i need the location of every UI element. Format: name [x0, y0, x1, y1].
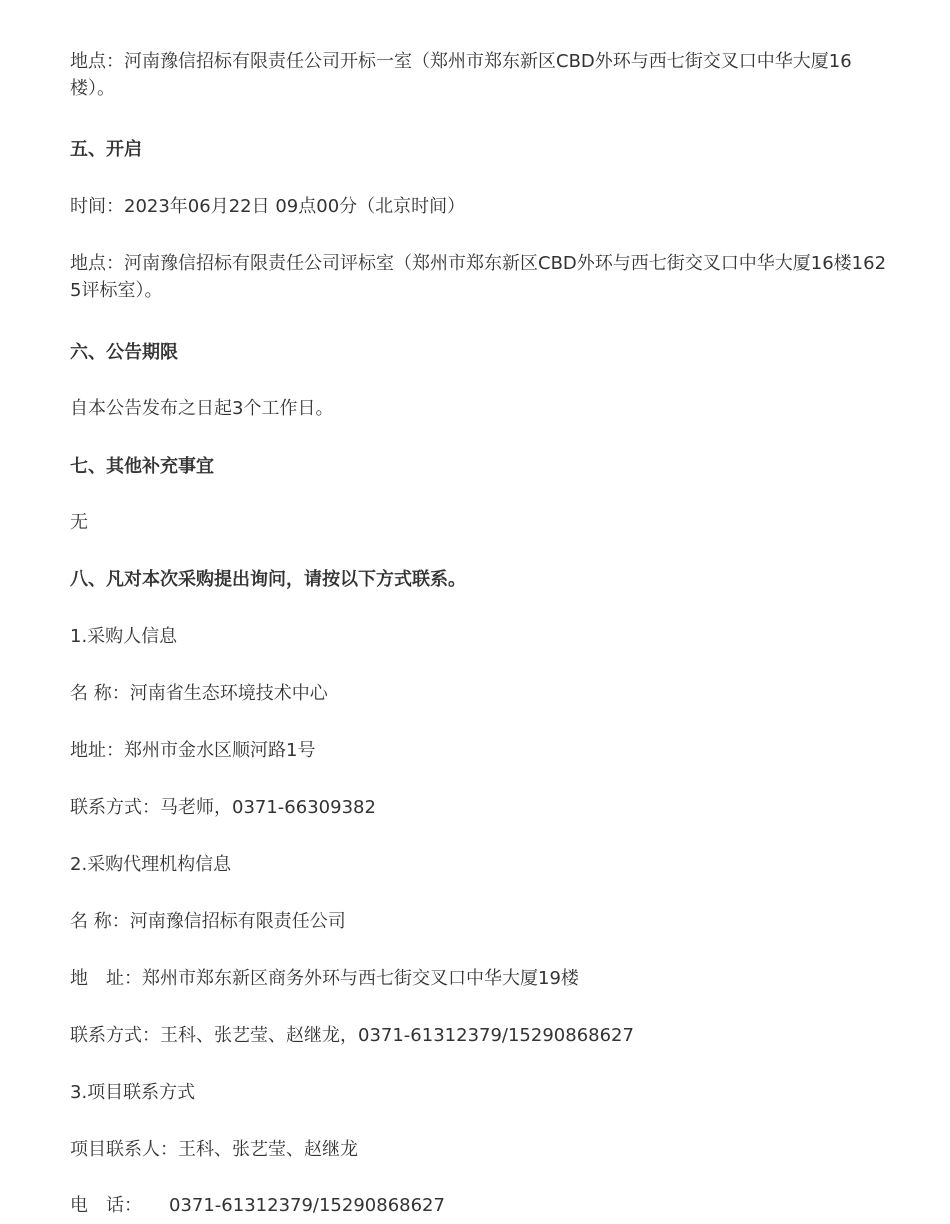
section5-heading: 五、开启 — [70, 139, 142, 160]
agency-title: 2.采购代理机构信息 — [70, 854, 232, 875]
section6-text: 自本公告发布之日起3个工作日。 — [70, 398, 334, 419]
project-contact-person: 项目联系人：王科、张艺莹、赵继龙 — [70, 1139, 358, 1160]
agency-address: 地 址：郑州市郑东新区商务外环与西七街交叉口中华大厦19楼 — [70, 968, 579, 989]
section4-location: 地点：河南豫信招标有限责任公司开标一室（郑州市郑东新区CBD外环与西七街交叉口中华大厦16楼）。 — [70, 51, 852, 99]
purchaser-address: 地址：郑州市金水区顺河路1号 — [70, 740, 316, 761]
section5-time: 时间：2023年06月22日 09点00分（北京时间） — [70, 196, 466, 217]
section8-heading: 八、凡对本次采购提出询问，请按以下方式联系。 — [70, 569, 466, 590]
section6-heading: 六、公告期限 — [70, 342, 178, 363]
section7-heading: 七、其他补充事宜 — [70, 456, 214, 477]
project-contact-title: 3.项目联系方式 — [70, 1082, 196, 1103]
section5-location: 地点：河南豫信招标有限责任公司评标室（郑州市郑东新区CBD外环与西七街交叉口中华大厦16楼1625评标室）。 — [70, 253, 887, 301]
section7-text: 无 — [70, 512, 88, 533]
agency-name: 名 称：河南豫信招标有限责任公司 — [70, 911, 346, 932]
agency-contact: 联系方式：王科、张艺莹、赵继龙，0371-61312379/15290868627 — [70, 1025, 634, 1046]
project-contact-phone: 电 话： 0371-61312379/15290868627 — [70, 1195, 445, 1216]
purchaser-title: 1.采购人信息 — [70, 626, 178, 647]
purchaser-contact: 联系方式：马老师，0371-66309382 — [70, 797, 376, 818]
purchaser-name: 名 称：河南省生态环境技术中心 — [70, 683, 328, 704]
